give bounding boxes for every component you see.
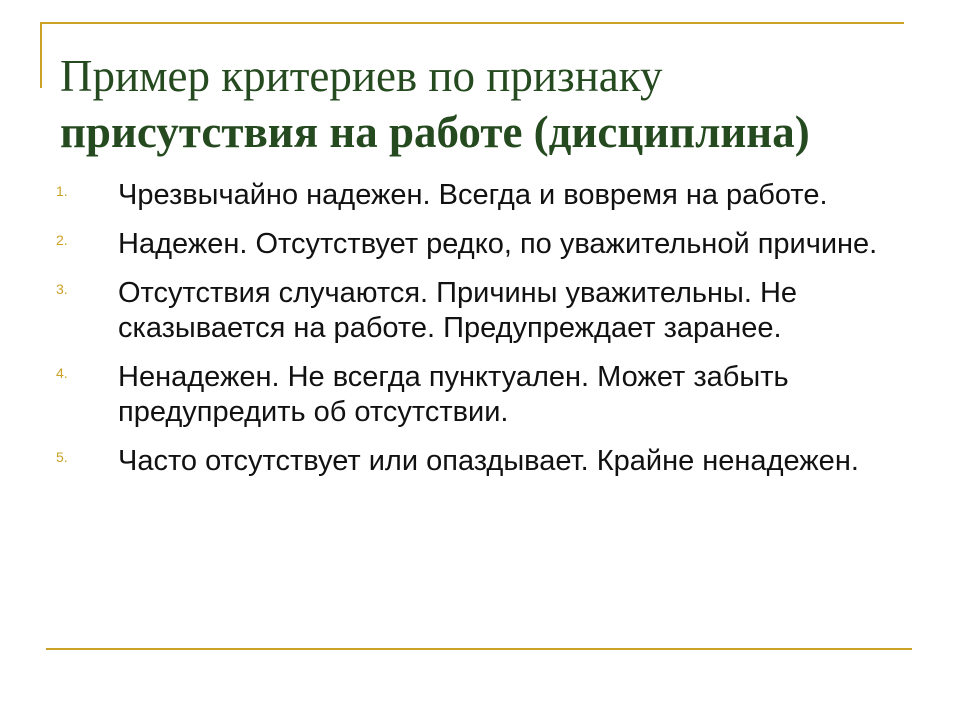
title-line-2: присутствия на работе (дисциплина)	[60, 107, 810, 157]
item-number: 2.	[56, 232, 68, 248]
item-text: Отсутствия случаются. Причины уважительны. Не сказывается на работе. Предупреждает заранее.	[118, 277, 798, 344]
list-item	[56, 227, 916, 262]
criteria-list	[56, 178, 916, 493]
item-number: 4.	[56, 365, 68, 381]
item-text: Надежен. Отсутствует редко, по уважительной причине.	[118, 228, 878, 260]
item-text: Ненадежен. Не всегда пунктуален. Может забыть предупредить об отсутствии.	[118, 361, 789, 428]
item-number: 5.	[56, 449, 68, 465]
list-item	[56, 178, 916, 213]
list-item	[56, 444, 916, 479]
item-number: 1.	[56, 183, 68, 199]
item-number: 3.	[56, 281, 68, 297]
item-text: Часто отсутствует или опаздывает. Крайне ненадежен.	[118, 445, 859, 477]
frame-top-rule	[40, 22, 904, 24]
title-line-1: Пример критериев по признаку	[60, 51, 663, 101]
slide-title	[60, 48, 920, 160]
frame-bottom-rule	[46, 648, 912, 650]
list-item	[56, 276, 916, 346]
item-text: Чрезвычайно надежен. Всегда и вовремя на работе.	[118, 179, 828, 211]
frame-left-rule	[40, 22, 42, 88]
list-item	[56, 360, 916, 430]
